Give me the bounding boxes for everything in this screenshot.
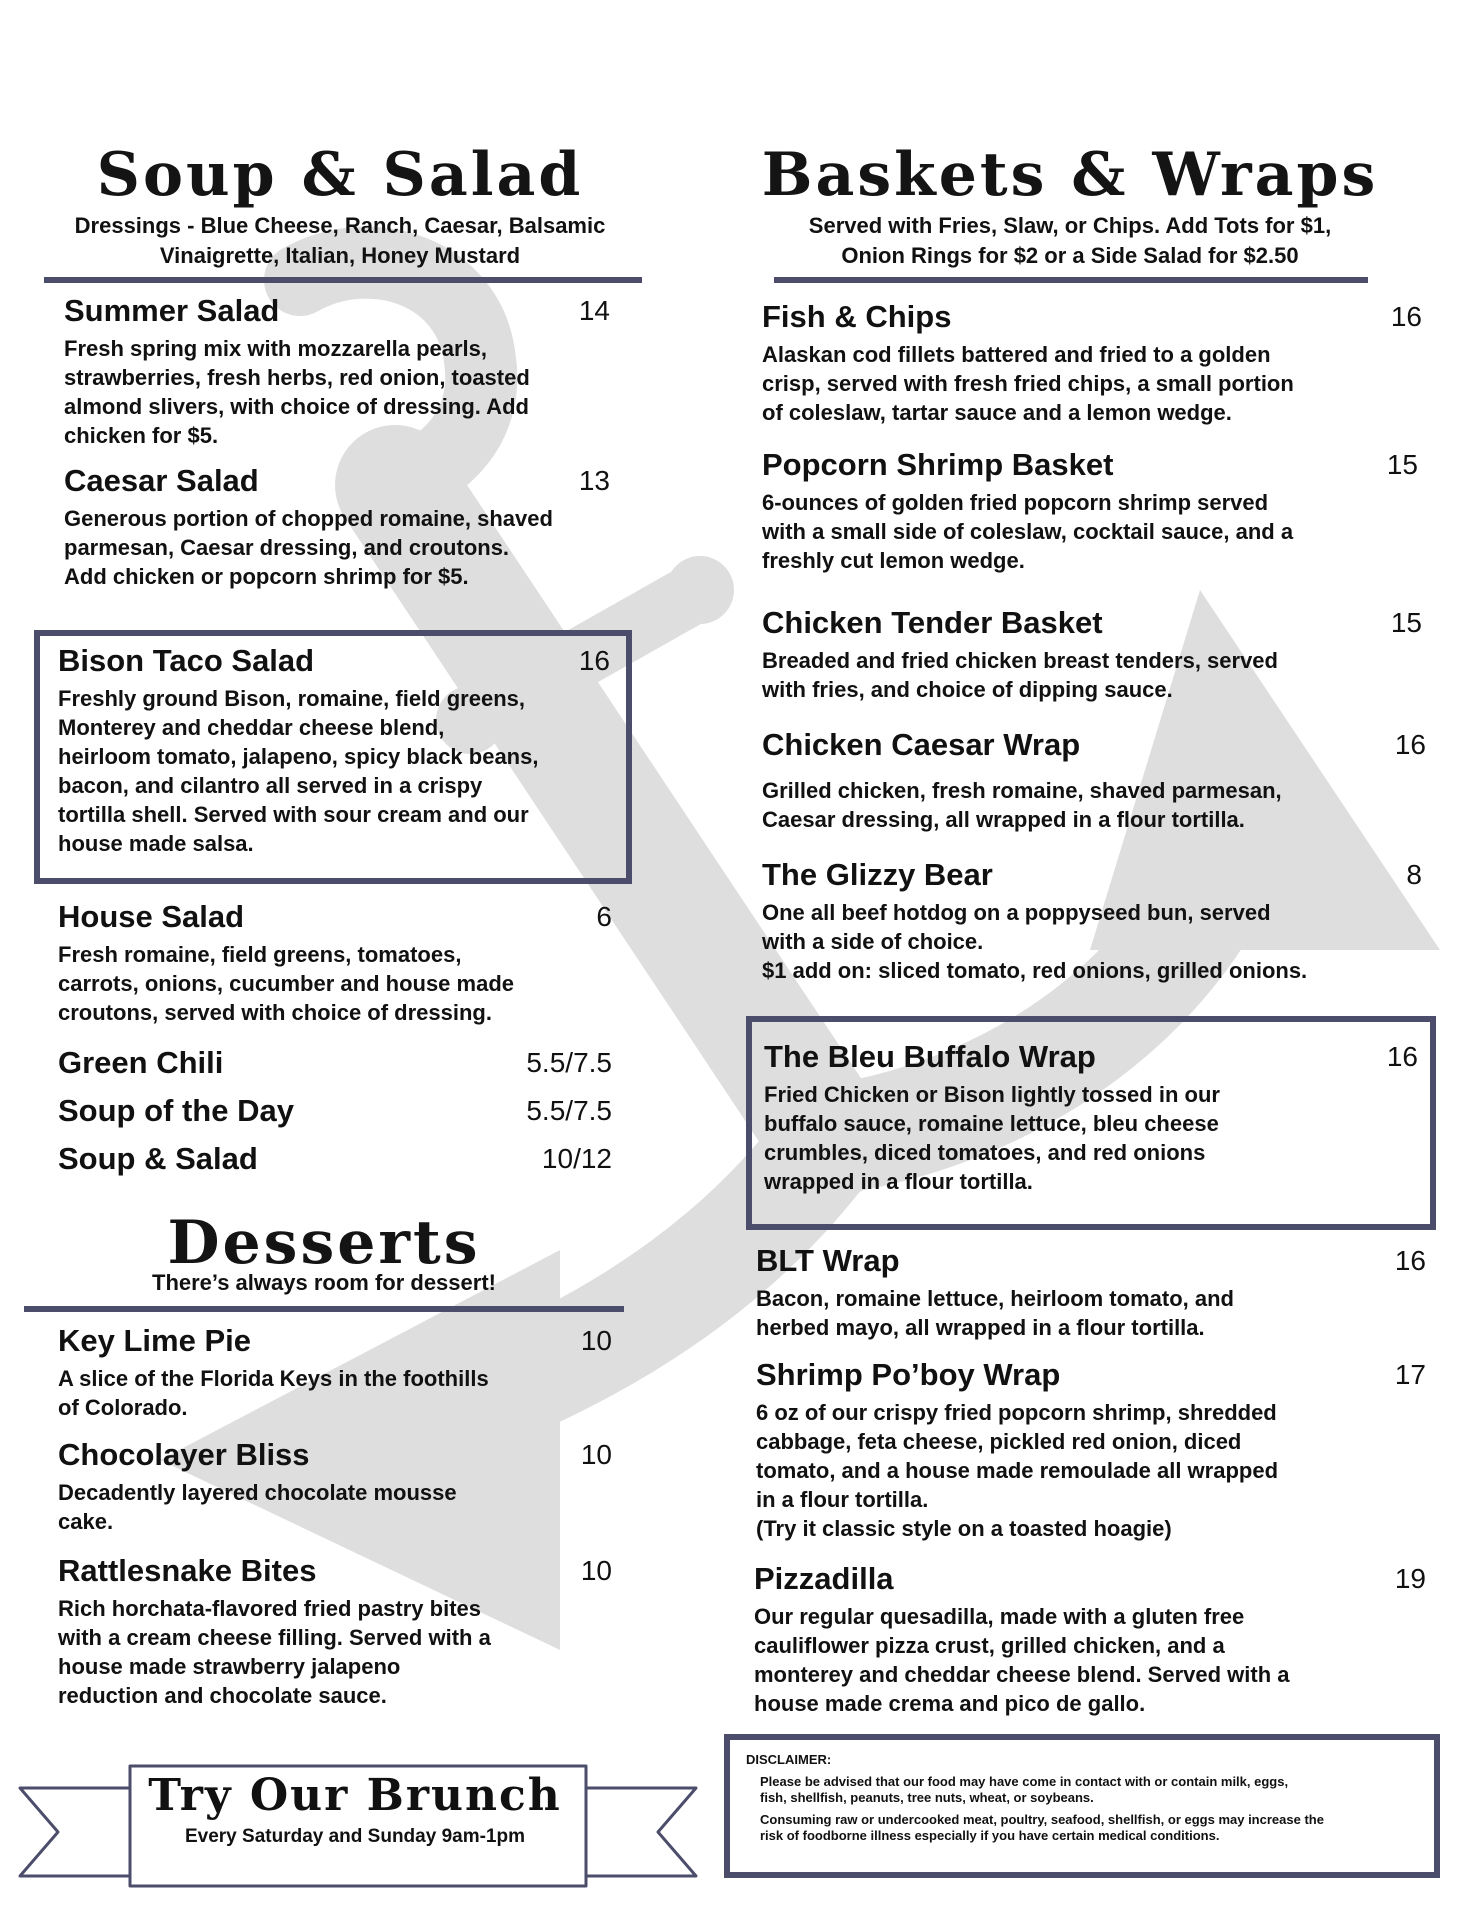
menu-item-key-lime-pie: [58, 1322, 612, 1422]
item-description: Fresh romaine, field greens, tomatoes, carrots, onions, cucumber and house made croutons, served with choice of dressing.: [58, 942, 514, 1025]
menu-item-rattlesnake-bites: [58, 1552, 612, 1710]
item-price: 10/12: [541, 1143, 612, 1174]
item-price: 16: [1386, 1041, 1418, 1072]
item-price: 10: [580, 1555, 612, 1586]
menu-item-blt-wrap: [756, 1242, 1426, 1342]
soup-salad-title: Soup & Salad: [96, 140, 584, 210]
baskets-title: Baskets & Wraps: [761, 140, 1379, 210]
disclaimer-title: DISCLAIMER:: [746, 1752, 832, 1767]
item-price: 16: [1390, 301, 1422, 332]
menu-item-shrimp-poboy-wrap: [756, 1356, 1426, 1543]
item-price: 16: [1394, 1245, 1426, 1276]
item-name: Shrimp Po’boy Wrap: [756, 1357, 1061, 1392]
disclaimer-raw-food-text: Consuming raw or undercooked meat, poultry, seafood, shellfish, or eggs may increase the risk of foodborne illness especially if you have certain medical conditions.: [760, 1812, 1324, 1843]
item-price: 13: [578, 465, 610, 496]
menu-item-green-chili: [58, 1044, 612, 1082]
item-name: Summer Salad: [64, 293, 280, 328]
menu-item-chicken-caesar-wrap: [762, 726, 1426, 834]
menu-item-house-salad: [58, 898, 612, 1027]
item-name: Soup & Salad: [58, 1141, 258, 1176]
item-description: Fresh spring mix with mozzarella pearls, strawberries, fresh herbs, red onion, toasted almond slivers, with choice of dressing. Add chicken for $5.: [64, 336, 530, 448]
item-price: 15: [1386, 449, 1418, 480]
item-price: 10: [580, 1439, 612, 1470]
item-description: Grilled chicken, fresh romaine, shaved parmesan, Caesar dressing, all wrapped in a flour tortilla.: [762, 778, 1282, 832]
item-price: 5.5/7.5: [526, 1095, 612, 1126]
menu-item-summer-salad: [64, 292, 610, 450]
item-price: 8: [1406, 859, 1422, 890]
menu-item-soup-and-salad: [58, 1140, 612, 1178]
menu-item-soup-of-the-day: [58, 1092, 612, 1130]
menu-item-fish-and-chips: [762, 298, 1422, 427]
item-name: Popcorn Shrimp Basket: [762, 447, 1114, 482]
item-name: The Bleu Buffalo Wrap: [764, 1039, 1096, 1074]
soup-salad-subtitle: Dressings - Blue Cheese, Ranch, Caesar, Balsamic Vinaigrette, Italian, Honey Mustard: [74, 213, 606, 268]
item-name: Pizzadilla: [754, 1561, 894, 1596]
menu-item-bleu-buffalo-wrap: [764, 1038, 1418, 1196]
item-name: Chicken Caesar Wrap: [762, 727, 1081, 762]
item-description: Decadently layered chocolate mousse cake.: [58, 1480, 457, 1534]
brunch-title: Try Our Brunch: [148, 1770, 562, 1821]
item-description: 6 oz of our crispy fried popcorn shrimp, shredded cabbage, feta cheese, pickled red onion, diced tomato, and a house made remoulade all wrapped in a flour tortilla. (Try it classic style on a toasted hoagie): [756, 1400, 1279, 1541]
item-price: 17: [1394, 1359, 1426, 1390]
item-name: Rattlesnake Bites: [58, 1553, 317, 1588]
item-name: Key Lime Pie: [58, 1323, 251, 1358]
item-name: Caesar Salad: [64, 463, 259, 498]
item-description: Our regular quesadilla, made with a gluten free cauliflower pizza crust, grilled chicken, and a monterey and cheddar cheese blend. Served with a house made crema and pico de gallo.: [754, 1604, 1290, 1716]
item-name: Soup of the Day: [58, 1093, 294, 1128]
disclaimer-box: [724, 1734, 1440, 1878]
item-price: 14: [578, 295, 610, 326]
menu-item-chocolayer-bliss: [58, 1436, 612, 1536]
menu-item-bison-taco-salad: [58, 642, 610, 858]
baskets-subtitle: Served with Fries, Slaw, or Chips. Add Tots for $1, Onion Rings for $2 or a Side Salad for $2.50: [808, 213, 1332, 268]
item-description: Breaded and fried chicken breast tenders, served with fries, and choice of dipping sauce.: [762, 648, 1278, 702]
item-description: A slice of the Florida Keys in the foothills of Colorado.: [58, 1366, 489, 1420]
desserts-subtitle: There’s always room for dessert!: [152, 1270, 496, 1295]
baskets-rule: [774, 277, 1368, 283]
item-name: Green Chili: [58, 1045, 224, 1080]
item-description: Rich horchata-flavored fried pastry bites with a cream cheese filling. Served with a house made strawberry jalapeno reduction and chocolate sauce.: [58, 1596, 491, 1708]
item-price: 16: [578, 645, 610, 676]
item-description: Freshly ground Bison, romaine, field greens, Monterey and cheddar cheese blend, heirloom tomato, jalapeno, spicy black beans, bacon, and cilantro all served in a crispy tortilla shell. Served with sour cream and our house made salsa.: [58, 686, 539, 856]
item-price: 6: [596, 901, 612, 932]
menu-item-caesar-salad: [64, 462, 610, 591]
menu-item-popcorn-shrimp-basket: [762, 446, 1418, 575]
item-name: The Glizzy Bear: [762, 857, 993, 892]
item-price: 16: [1394, 729, 1426, 760]
item-description: 6-ounces of golden fried popcorn shrimp served with a small side of coleslaw, cocktail sauce, and a freshly cut lemon wedge.: [762, 490, 1294, 573]
item-name: Fish & Chips: [762, 299, 952, 334]
item-price: 15: [1390, 607, 1422, 638]
item-name: BLT Wrap: [756, 1243, 900, 1278]
menu-item-glizzy-bear: [762, 856, 1422, 985]
item-price: 5.5/7.5: [526, 1047, 612, 1078]
item-description: Generous portion of chopped romaine, shaved parmesan, Caesar dressing, and croutons. Add chicken or popcorn shrimp for $5.: [64, 506, 553, 589]
disclaimer-allergen-text: Please be advised that our food may have come in contact with or contain milk, eggs, fish, shellfish, peanuts, tree nuts, wheat, or soybeans.: [760, 1774, 1289, 1805]
item-name: House Salad: [58, 899, 245, 934]
menu-item-chicken-tender-basket: [762, 604, 1422, 704]
item-description: Alaskan cod fillets battered and fried to a golden crisp, served with fresh fried chips, a small portion of coleslaw, tartar sauce and a lemon wedge.: [762, 342, 1294, 425]
item-price: 10: [580, 1325, 612, 1356]
item-name: Chicken Tender Basket: [762, 605, 1103, 640]
desserts-rule: [24, 1306, 624, 1312]
item-description: Bacon, romaine lettuce, heirloom tomato, and herbed mayo, all wrapped in a flour tortilla.: [756, 1286, 1234, 1340]
item-description: Fried Chicken or Bison lightly tossed in our buffalo sauce, romaine lettuce, bleu cheese crumbles, diced tomatoes, and red onions wrapped in a flour tortilla.: [764, 1082, 1220, 1194]
desserts-title: Desserts: [167, 1208, 481, 1278]
soup-salad-rule: [44, 277, 642, 283]
item-name: Bison Taco Salad: [58, 643, 315, 678]
brunch-subtitle: Every Saturday and Sunday 9am-1pm: [184, 1826, 525, 1847]
menu-item-pizzadilla: [754, 1560, 1426, 1718]
item-price: 19: [1394, 1563, 1426, 1594]
item-name: Chocolayer Bliss: [58, 1437, 310, 1472]
item-description: One all beef hotdog on a poppyseed bun, served with a side of choice. $1 add on: sliced tomato, red onions, grilled onions.: [762, 900, 1308, 983]
